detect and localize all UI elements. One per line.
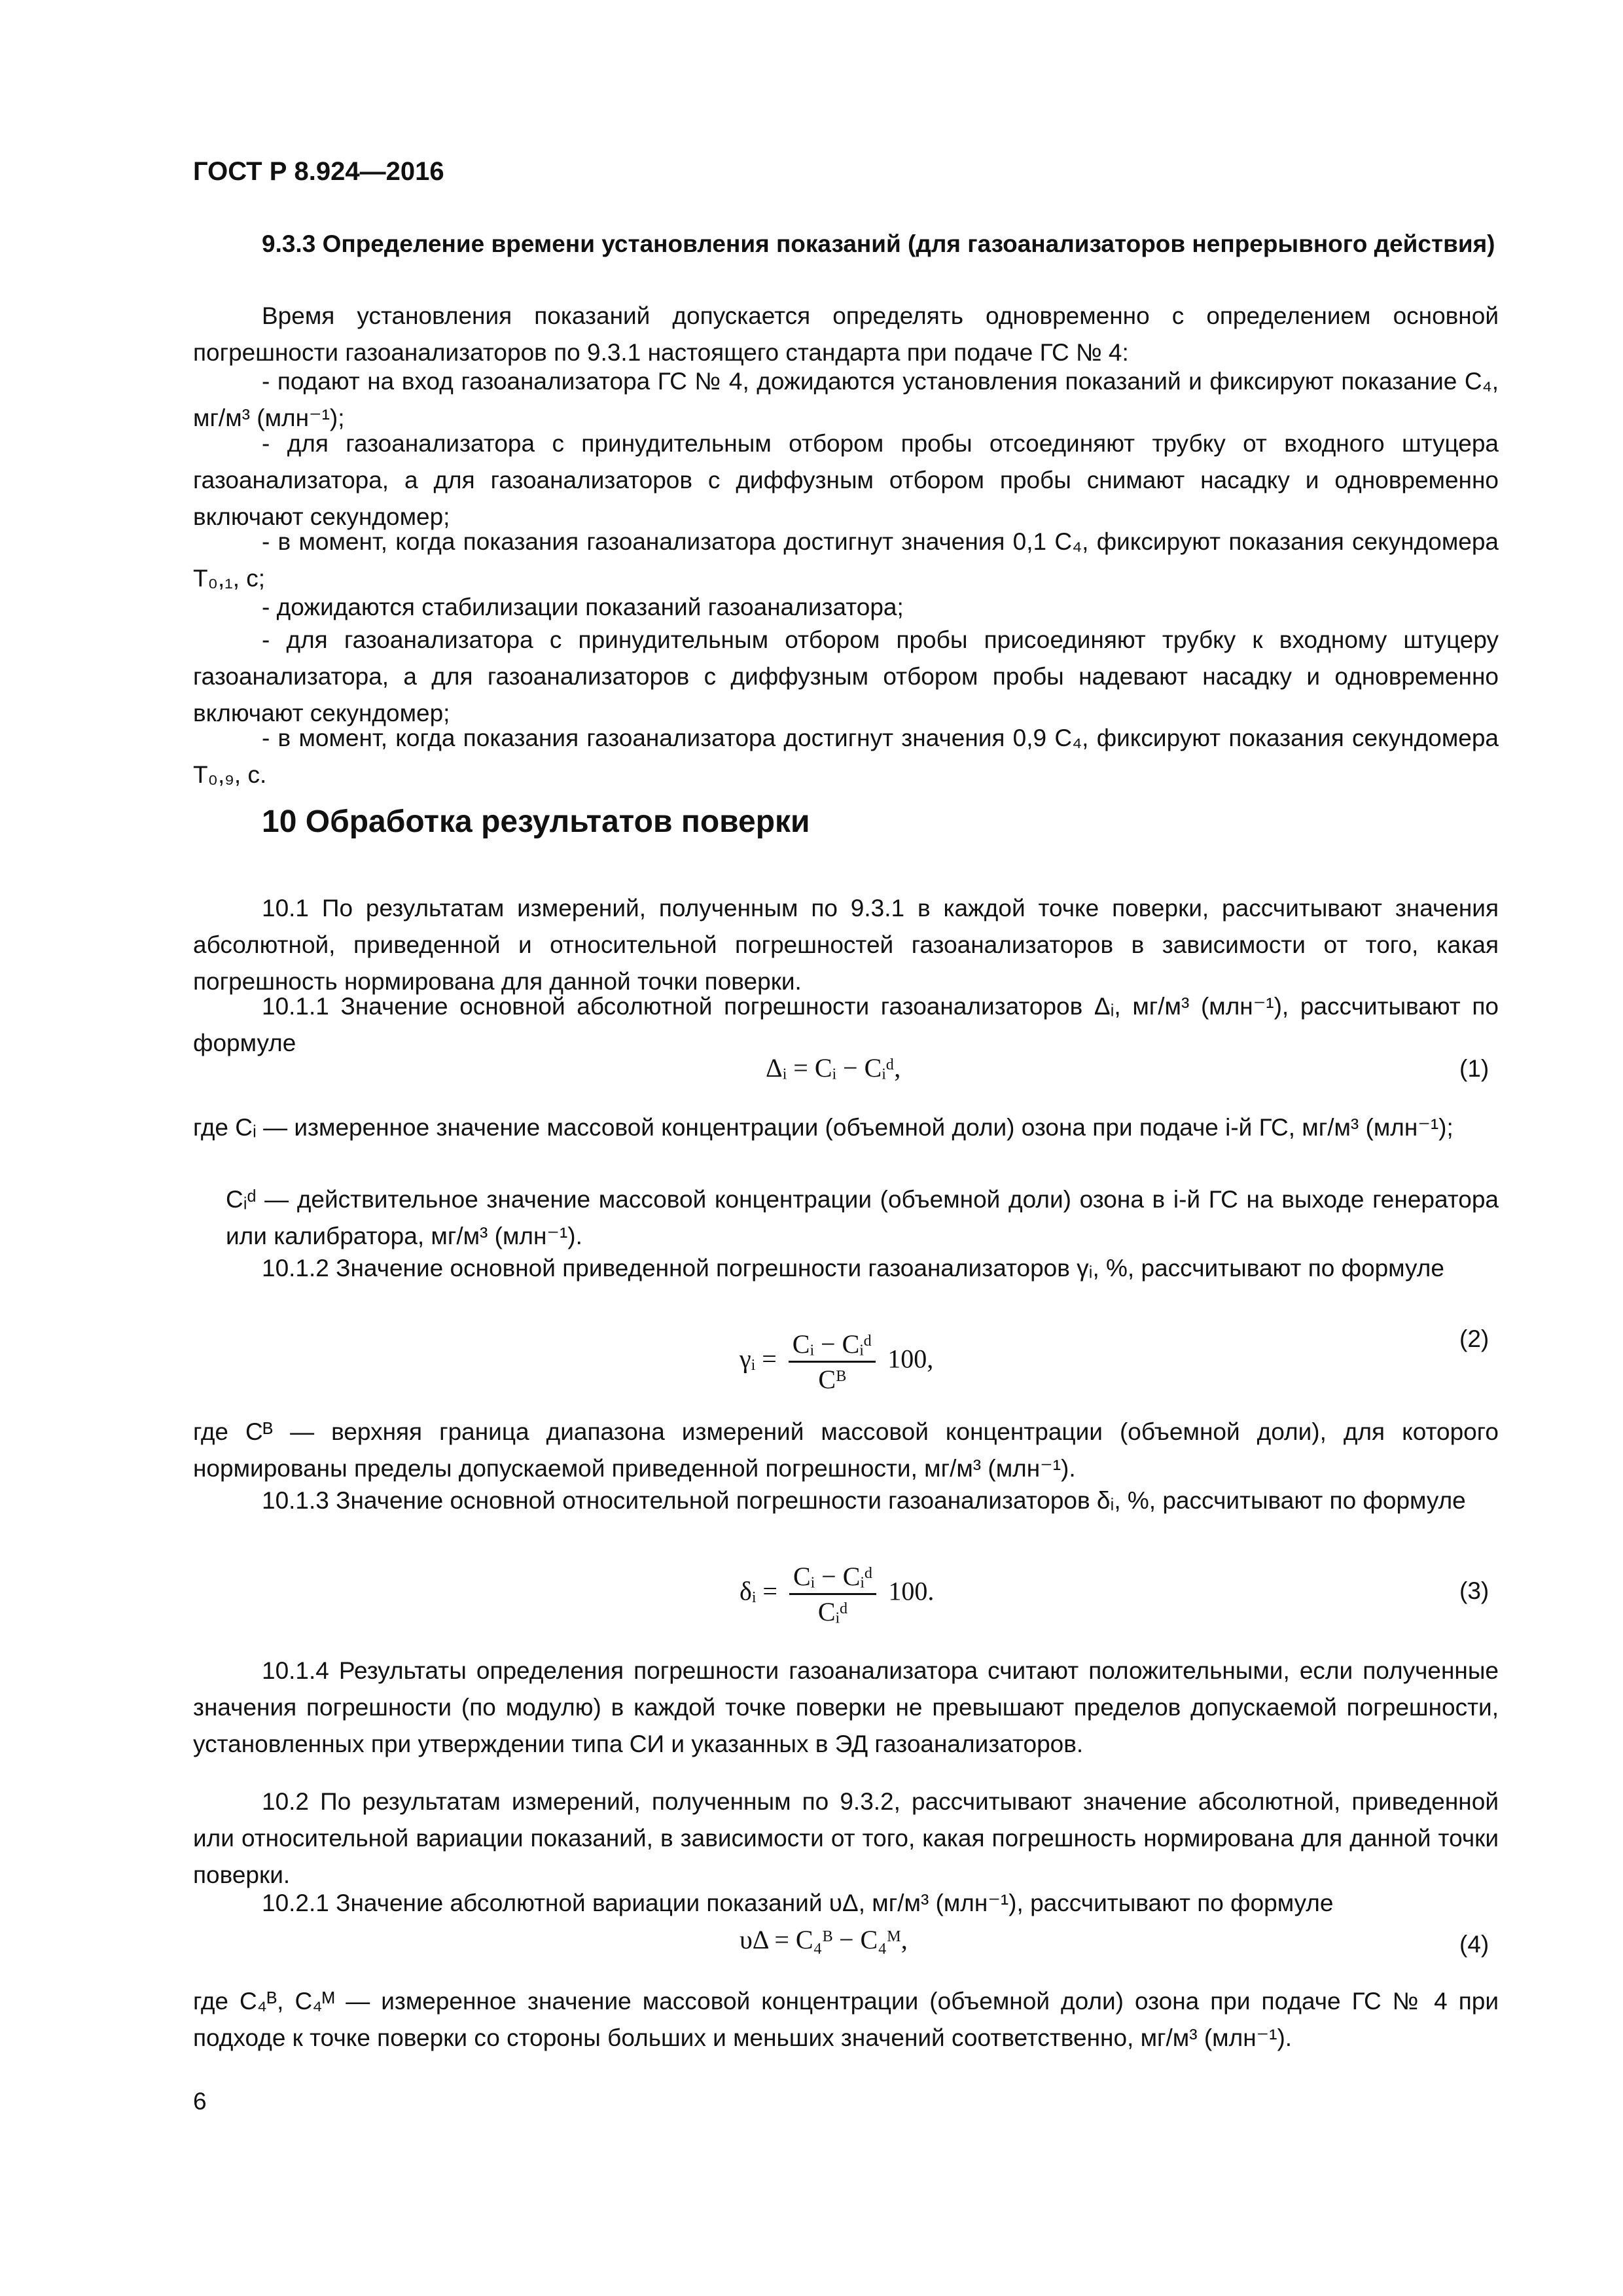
- formula-2-fraction: [789, 1329, 876, 1395]
- step-2: - для газоанализатора с принудительным отбором пробы отсоединяют трубку от входного штуцера газоанализатора, а для газоанализаторов с диффузным отбором пробы снимают насадку и одновременно включают секундомер;: [193, 430, 1499, 530]
- step-4: - дожидаются стабилизации показаний газоанализатора;: [262, 594, 904, 620]
- step-5: - для газоанализатора с принудительным отбором пробы присоединяют трубку к входному штуцеру газоанализатора, а для газоанализаторов с диффузным отбором пробы надевают насадку и одновременно включают секундомер;: [193, 626, 1499, 726]
- formula-2-denominator: Cᴮ: [818, 1365, 846, 1394]
- formula-4-number: (4): [1459, 1931, 1489, 1958]
- formula-3-numerator: Cᵢ − Cᵢᵈ: [789, 1561, 876, 1595]
- formula-3-lhs: δᵢ =: [740, 1576, 777, 1606]
- where-4: где C₄ᴮ, C₄ᴹ — измеренное значение массовой концентрации (объемной доли) озона при подаче ГС № 4 при подходе к точке поверки со стороны больших и меньших значений соответственно, мг/м³ (млн⁻¹).: [193, 1988, 1499, 2051]
- step-1: - подают на вход газоанализатора ГС № 4, дожидаются установления показаний и фиксируют показание C₄, мг/м³ (млн⁻¹);: [193, 368, 1499, 431]
- paragraph-10-2-1: 10.2.1 Значение абсолютной вариации показаний υΔ, мг/м³ (млн⁻¹), рассчитывают по формуле: [262, 1890, 1334, 1916]
- step-3: - в момент, когда показания газоанализатора достигнут значения 0,1 C₄, фиксируют показания секундомера T₀,₁, с;: [193, 528, 1499, 592]
- section-933-title: 9.3.3 Определение времени установления показаний (для газоанализаторов непрерывного действия): [262, 230, 1495, 257]
- formula-3-fraction: [789, 1561, 876, 1627]
- section-933-intro: Время установления показаний допускается определять одновременно с определением основной погрешности газоанализаторов по 9.3.1 настоящего стандарта при подаче ГС № 4:: [193, 302, 1499, 366]
- paragraph-10-1-1: 10.1.1 Значение основной абсолютной погрешности газоанализаторов Δᵢ, мг/м³ (млн⁻¹), рассчитывают по формуле: [193, 993, 1499, 1056]
- paragraph-10-1-3: 10.1.3 Значение основной относительной погрешности газоанализаторов δᵢ, %, рассчитывают по формуле: [262, 1487, 1466, 1514]
- formula-1-number: (1): [1459, 1055, 1489, 1082]
- page-number: 6: [193, 2088, 207, 2115]
- step-6: - в момент, когда показания газоанализатора достигнут значения 0,9 C₄, фиксируют показания секундомера T₀,₉, с.: [193, 725, 1499, 788]
- where-1a: где Cᵢ — измеренное значение массовой концентрации (объемной доли) озона при подаче i-й ГС, мг/м³ (млн⁻¹);: [193, 1114, 1454, 1141]
- paragraph-10-1-4: 10.1.4 Результаты определения погрешности газоанализатора считают положительными, если полученные значения погрешности (по модулю) в каждой точке поверки не превышают пределов допускаемой погрешности, установленных при утверждении типа СИ и указанных в ЭД газоанализаторов.: [193, 1657, 1499, 1757]
- section-10-title: 10 Обработка результатов поверки: [262, 804, 810, 839]
- document-header: ГОСТ Р 8.924—2016: [193, 157, 444, 186]
- formula-3-number: (3): [1459, 1577, 1489, 1604]
- formula-2-number: (2): [1459, 1325, 1489, 1352]
- formula-1: Δᵢ = Cᵢ − Cᵢᵈ,: [766, 1053, 901, 1083]
- formula-2: [740, 1329, 933, 1395]
- formula-3: [740, 1561, 934, 1627]
- formula-2-lhs: γᵢ =: [740, 1344, 777, 1374]
- paragraph-10-1-2: 10.1.2 Значение основной приведенной погрешности газоанализаторов γᵢ, %, рассчитывают по формуле: [262, 1255, 1444, 1282]
- where-1b: Cᵢᵈ — действительное значение массовой концентрации (объемной доли) озона в i-й ГС на выходе генератора или калибратора, мг/м³ (млн⁻¹).: [226, 1186, 1499, 1249]
- formula-2-numerator: Cᵢ − Cᵢᵈ: [789, 1329, 876, 1363]
- formula-3-denominator: Cᵢᵈ: [817, 1597, 848, 1626]
- paragraph-10-1: 10.1 По результатам измерений, полученным по 9.3.1 в каждой точке поверки, рассчитывают значения абсолютной, приведенной и относительной погрешностей газоанализаторов в зависимости от того, какая погрешность нормирована для данной точки поверки.: [193, 895, 1499, 995]
- formula-2-rhs: 100,: [887, 1344, 934, 1374]
- where-2: где Cᴮ — верхняя граница диапазона измерений массовой концентрации (объемной доли), для которого нормированы пределы допускаемой приведенной погрешности, мг/м³ (млн⁻¹).: [193, 1418, 1499, 1482]
- formula-4: υΔ = C₄ᴮ − C₄ᴹ,: [740, 1925, 908, 1954]
- formula-3-rhs: 100.: [888, 1576, 935, 1606]
- paragraph-10-2: 10.2 По результатам измерений, полученным по 9.3.2, рассчитывают значение абсолютной, приведенной или относительной вариации показаний, в зависимости от того, какая погрешность нормирована для данной точки поверки.: [193, 1788, 1499, 1888]
